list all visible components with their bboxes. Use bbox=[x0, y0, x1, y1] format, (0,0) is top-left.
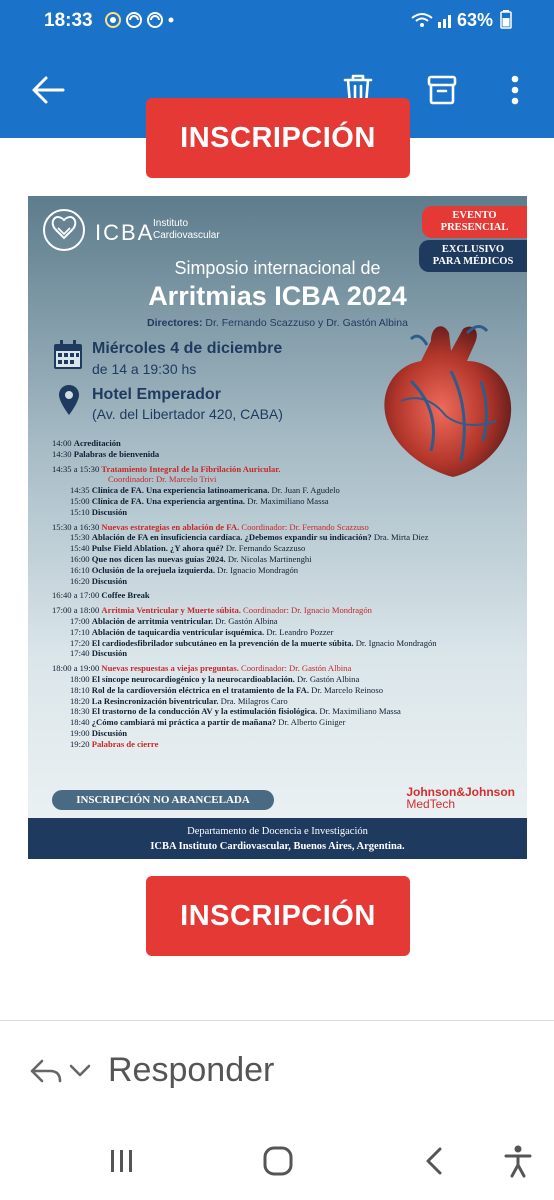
schedule-row bbox=[52, 605, 522, 616]
recents-icon bbox=[108, 1148, 136, 1174]
schedule-speaker: Dr. Ignacio Mondragón bbox=[353, 637, 437, 648]
schedule-title: Palabras de bienvenida bbox=[73, 448, 160, 459]
schedule-title: Tratamiento Integral de la Fibrilación Auricular. bbox=[101, 463, 281, 474]
battery-icon bbox=[500, 10, 512, 28]
schedule-time: 15:30 bbox=[70, 532, 92, 543]
battery-percent: 63% bbox=[457, 10, 512, 31]
schedule-row bbox=[52, 532, 522, 543]
schedule-title: Ablación de taquicardia ventricular isquémica. bbox=[91, 626, 265, 637]
schedule-time: 16:00 bbox=[70, 553, 92, 564]
schedule-speaker: Dr. Maximiliano Massa bbox=[245, 495, 329, 506]
schedule-speaker: Dr. Maximiliano Massa bbox=[317, 706, 401, 717]
reply-label[interactable]: Responder bbox=[108, 1051, 275, 1089]
schedule-speaker: Dr. Ignacio Mondragón bbox=[215, 564, 299, 575]
schedule-time: 15:40 bbox=[70, 543, 92, 554]
schedule-speaker: Dr. Gastón Albina bbox=[213, 615, 278, 626]
schedule-time: 16:20 bbox=[70, 575, 92, 586]
schedule-speaker: Dra. Milagros Caro bbox=[218, 695, 288, 706]
schedule-time: 15:30 a 16:30 bbox=[52, 521, 102, 532]
schedule-row bbox=[52, 728, 522, 739]
schedule-row bbox=[52, 565, 522, 576]
schedule-speaker: Coordinador: Dr. Marcelo Trivi bbox=[108, 474, 217, 485]
bottom-inscription-button[interactable]: INSCRIPCIÓN bbox=[146, 876, 410, 956]
schedule-title: Discusión bbox=[91, 575, 128, 586]
event-poster bbox=[28, 196, 527, 859]
schedule-row bbox=[52, 543, 522, 554]
nav-back-button[interactable] bbox=[410, 1137, 458, 1185]
badge-presencial: EVENTO PRESENCIAL bbox=[422, 206, 527, 238]
schedule-speaker: Dr. Juan F. Agudelo bbox=[269, 485, 340, 496]
schedule-row bbox=[52, 449, 522, 460]
schedule-speaker: Dr. Alberto Giniger bbox=[276, 717, 346, 728]
schedule-row bbox=[52, 648, 522, 659]
schedule-title: Ablación de arritmia ventricular. bbox=[91, 615, 214, 626]
free-registration-pill: INSCRIPCIÓN NO ARANCELADA bbox=[52, 790, 274, 810]
schedule-title: Rol de la cardioversión eléctrica en el tratamiento de la FA. bbox=[91, 684, 309, 695]
icba-logo-icon bbox=[42, 208, 86, 252]
schedule-row bbox=[52, 590, 522, 601]
location-pin-icon bbox=[58, 384, 80, 416]
event-venue: Hotel Emperador bbox=[92, 386, 221, 403]
schedule-time: 18:00 bbox=[70, 673, 92, 684]
schedule-row bbox=[52, 522, 522, 533]
schedule-time: 16:10 bbox=[70, 564, 92, 575]
email-body bbox=[0, 121, 554, 1020]
schedule-time: 14:35 bbox=[70, 485, 92, 496]
schedule-title: Discusión bbox=[91, 506, 128, 517]
schedule-title: Arritmia Ventricular y Muerte súbita. bbox=[101, 605, 241, 616]
schedule-title: Pulse Field Ablation. ¿Y ahora qué? bbox=[91, 543, 224, 554]
schedule-title: Discusión bbox=[91, 727, 128, 738]
poster-footer: Departamento de Docencia e Investigación ICBA Instituto Cardiovascular, Buenos Aires, Argentina. bbox=[28, 818, 527, 859]
status-time: 18:33 bbox=[44, 10, 93, 31]
more-options-button[interactable] bbox=[491, 66, 539, 114]
schedule-row bbox=[52, 496, 522, 507]
schedule-speaker: Dr. Marcelo Reinoso bbox=[309, 684, 383, 695]
schedule-row bbox=[52, 627, 522, 638]
schedule-title: ¿Cómo cambiará mi práctica a partir de mañana? bbox=[91, 717, 277, 728]
logo-main-text: ICBA bbox=[95, 220, 155, 245]
poster-title-line1: Simposio internacional de bbox=[174, 258, 381, 278]
schedule-row bbox=[52, 663, 522, 674]
arrow-left-icon bbox=[31, 75, 65, 105]
schedule-row bbox=[52, 576, 522, 587]
archive-button[interactable] bbox=[418, 66, 466, 114]
schedule-title: El síncope neurocardiogénico y la neurocardioablación. bbox=[91, 673, 295, 684]
schedule-row bbox=[52, 638, 522, 649]
schedule-title: La Resincronización biventricular. bbox=[91, 695, 219, 706]
schedule-time: 14:30 bbox=[52, 448, 74, 459]
schedule-time: 18:20 bbox=[70, 695, 92, 706]
sponsor-logo: Johnson&Johnson MedTech bbox=[406, 785, 515, 811]
schedule-title: Nuevas estrategias en ablación de FA. bbox=[101, 521, 240, 532]
schedule-title: Nuevas respuestas a viejas preguntas. bbox=[101, 663, 239, 674]
schedule-time: 17:20 bbox=[70, 637, 92, 648]
schedule-row bbox=[52, 674, 522, 685]
schedule-time: 17:40 bbox=[70, 648, 92, 659]
poster-directors: Directores: Dr. Fernando Scazzuso y Dr. Gastón Albina bbox=[147, 317, 408, 329]
schedule-title: Oclusión de la orejuela izquierda. bbox=[91, 564, 215, 575]
archive-icon bbox=[426, 74, 458, 106]
home-button[interactable] bbox=[254, 1137, 302, 1185]
schedule-speaker: Coordinador: Dr. Fernando Scazzuso bbox=[239, 521, 369, 532]
wifi-signal-icon bbox=[410, 12, 454, 31]
schedule-time: 18:40 bbox=[70, 717, 92, 728]
schedule-time: 16:40 a 17:00 bbox=[52, 590, 102, 601]
schedule-time: 14:00 bbox=[52, 438, 74, 448]
schedule-title: Coffee Break bbox=[101, 590, 150, 601]
schedule-time: 15:10 bbox=[70, 506, 92, 517]
back-button[interactable] bbox=[24, 66, 72, 114]
nav-back-icon bbox=[425, 1147, 443, 1175]
schedule-title: Que nos dicen las nuevas guías 2024. bbox=[91, 553, 226, 564]
status-bar bbox=[0, 0, 554, 44]
schedule-title: Clínica de FA. Una experiencia argentina. bbox=[91, 495, 246, 506]
notification-app-icons bbox=[104, 10, 174, 30]
notification-icons bbox=[104, 10, 174, 35]
event-hours: de 14 a 19:30 hs bbox=[92, 361, 197, 377]
schedule-speaker: Dra. Mirta Diez bbox=[371, 532, 429, 543]
schedule-row bbox=[52, 464, 522, 475]
schedule-time: 17:00 a 18:00 bbox=[52, 605, 102, 616]
accessibility-icon bbox=[504, 1145, 532, 1177]
schedule-row bbox=[52, 485, 522, 496]
schedule-row bbox=[52, 739, 522, 750]
schedule-speaker: Dr. Leandro Pozzer bbox=[264, 626, 334, 637]
schedule-title: Clínica de FA. Una experiencia latinoamericana. bbox=[91, 485, 270, 496]
schedule-time: 15:00 bbox=[70, 495, 92, 506]
logo-sub-text: Instituto Cardiovascular bbox=[153, 218, 220, 241]
top-inscription-button[interactable]: INSCRIPCIÓN bbox=[146, 98, 410, 178]
schedule-row bbox=[52, 717, 522, 728]
poster-title-line2: Arritmias ICBA 2024 bbox=[148, 281, 407, 311]
schedule-row bbox=[52, 474, 522, 485]
badge-exclusivo: EXCLUSIVO PARA MÉDICOS bbox=[419, 240, 527, 272]
schedule-speaker: Coordinador: Dr. Gastón Albina bbox=[238, 663, 352, 674]
schedule-time: 18:30 bbox=[70, 706, 92, 717]
schedule-speaker: Dr. Gastón Albina bbox=[294, 673, 360, 684]
schedule-time: 19:20 bbox=[70, 738, 92, 749]
schedule-title: Acreditación bbox=[73, 438, 121, 448]
schedule-time: 19:00 bbox=[70, 727, 92, 738]
schedule-time: 18:00 a 19:00 bbox=[52, 663, 102, 674]
reply-options-button[interactable] bbox=[60, 1047, 100, 1095]
system-nav-bar bbox=[0, 1121, 554, 1200]
schedule-speaker: Dr. Nicolas Martinenghi bbox=[225, 553, 312, 564]
schedule-title: Palabras de cierre bbox=[91, 738, 159, 749]
reply-bar bbox=[0, 1021, 554, 1121]
schedule-time: 17:10 bbox=[70, 626, 92, 637]
home-icon bbox=[262, 1145, 294, 1177]
schedule-row bbox=[52, 507, 522, 518]
calendar-icon bbox=[52, 339, 84, 371]
schedule-time: 14:35 a 15:30 bbox=[52, 463, 102, 474]
schedule-list bbox=[52, 438, 522, 750]
schedule-row bbox=[52, 554, 522, 565]
schedule-row bbox=[52, 616, 522, 627]
recents-button[interactable] bbox=[98, 1137, 146, 1185]
schedule-time: 18:10 bbox=[70, 684, 92, 695]
schedule-time: 17:00 bbox=[70, 615, 92, 626]
schedule-speaker: Coordinador: Dr. Ignacio Mondragón bbox=[240, 605, 372, 616]
schedule-speaker: Dr. Fernando Scazzuso bbox=[223, 543, 306, 554]
accessibility-button[interactable] bbox=[494, 1137, 542, 1185]
schedule-row bbox=[52, 706, 522, 717]
chevron-down-icon bbox=[69, 1064, 91, 1078]
schedule-row bbox=[52, 438, 522, 449]
schedule-title: Discusión bbox=[91, 648, 128, 659]
schedule-row bbox=[52, 685, 522, 696]
schedule-row bbox=[52, 696, 522, 707]
schedule-title: El trastorno de la conducción AV y la estimulación fisiológica. bbox=[91, 706, 318, 717]
event-address: (Av. del Libertador 420, CABA) bbox=[92, 406, 283, 422]
reply-icon bbox=[28, 1057, 64, 1085]
more-vert-icon bbox=[510, 74, 520, 106]
schedule-title: El cardiodesfibrilador subcutáneo en la prevención de la muerte súbita. bbox=[91, 637, 354, 648]
event-date: Miércoles 4 de diciembre bbox=[92, 340, 283, 357]
schedule-title: Ablación de FA en insuficiencia cardíaca. ¿Debemos expandir su indicación? bbox=[91, 532, 372, 543]
